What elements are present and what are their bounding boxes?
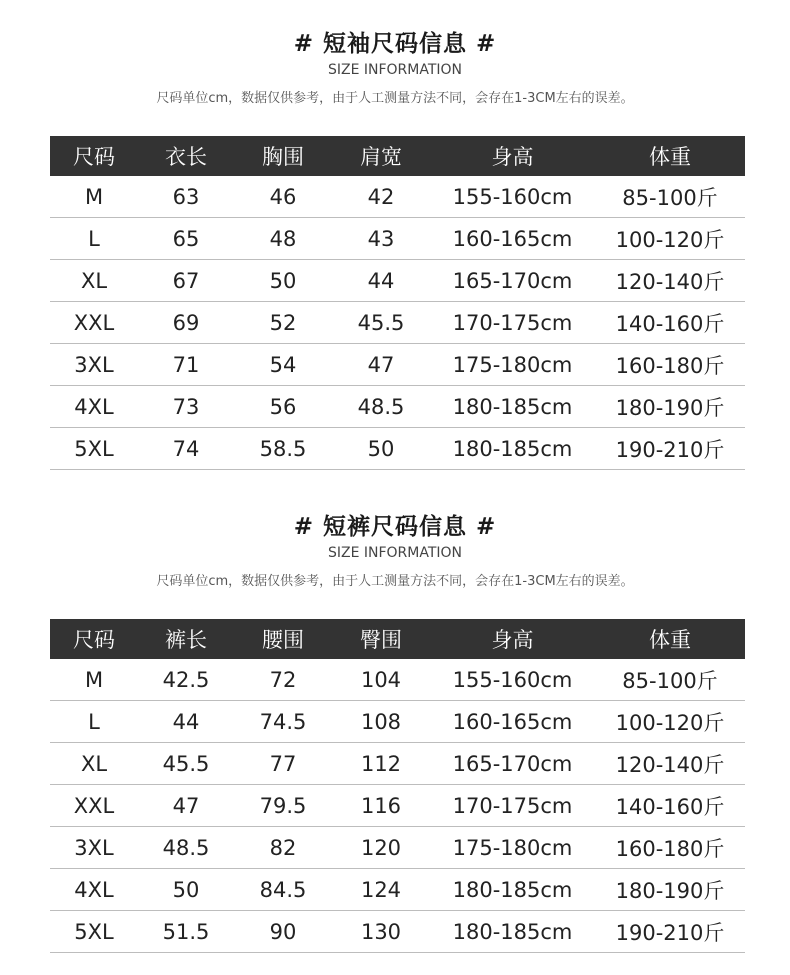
table-row bbox=[50, 911, 745, 953]
table-row bbox=[50, 386, 745, 428]
table-cell: XXL bbox=[50, 785, 138, 827]
table-cell: L bbox=[50, 701, 138, 743]
table-cell: 48.5 bbox=[332, 386, 430, 428]
table-cell: 165-170cm bbox=[430, 260, 595, 302]
table-cell: 45.5 bbox=[332, 302, 430, 344]
table-row bbox=[50, 260, 745, 302]
table-cell: 155-160cm bbox=[430, 176, 595, 218]
column-header: 胸围 bbox=[262, 145, 304, 169]
table-cell: 104 bbox=[332, 659, 430, 701]
table-row bbox=[50, 743, 745, 785]
table-cell: 160-180斤 bbox=[595, 344, 745, 386]
table-cell: 190-210斤 bbox=[595, 911, 745, 953]
table-cell: 56 bbox=[234, 386, 332, 428]
column-header: 衣长 bbox=[165, 145, 207, 169]
table-cell: XL bbox=[50, 260, 138, 302]
column-header: 肩宽 bbox=[360, 145, 402, 169]
table-row bbox=[50, 302, 745, 344]
table-cell: 58.5 bbox=[234, 428, 332, 470]
column-header: 身高 bbox=[491, 628, 534, 652]
table-cell: 4XL bbox=[50, 386, 138, 428]
table-cell: 79.5 bbox=[234, 785, 332, 827]
table-cell: 85-100斤 bbox=[595, 176, 745, 218]
table-row bbox=[50, 785, 745, 827]
table-cell: 43 bbox=[332, 218, 430, 260]
table-cell: 74.5 bbox=[234, 701, 332, 743]
table-cell: 180-185cm bbox=[430, 911, 595, 953]
column-header: 臀围 bbox=[360, 628, 402, 652]
table-cell: 140-160斤 bbox=[595, 785, 745, 827]
table-cell: 180-185cm bbox=[430, 869, 595, 911]
table-row bbox=[50, 344, 745, 386]
table-cell: 51.5 bbox=[138, 911, 234, 953]
table-header-row bbox=[50, 136, 745, 176]
table-row bbox=[50, 176, 745, 218]
table-cell: 3XL bbox=[50, 344, 138, 386]
table-cell: 71 bbox=[138, 344, 234, 386]
shirt-size-section bbox=[0, 29, 790, 474]
table-cell: 4XL bbox=[50, 869, 138, 911]
table-cell: 42 bbox=[332, 176, 430, 218]
shorts-section-subtitle: SIZE INFORMATION bbox=[327, 545, 463, 561]
table-cell: 130 bbox=[332, 911, 430, 953]
table-cell: 47 bbox=[332, 344, 430, 386]
column-header: 尺码 bbox=[73, 145, 115, 169]
table-cell: 108 bbox=[332, 701, 430, 743]
table-cell: 48 bbox=[234, 218, 332, 260]
column-header: 裤长 bbox=[165, 628, 207, 652]
shorts-size-table bbox=[50, 619, 745, 953]
column-header: 体重 bbox=[649, 145, 691, 169]
table-header-row bbox=[50, 619, 745, 659]
table-cell: 42.5 bbox=[138, 659, 234, 701]
table-cell: 50 bbox=[138, 869, 234, 911]
table-cell: 69 bbox=[138, 302, 234, 344]
column-header: 身高 bbox=[491, 145, 534, 169]
table-cell: 74 bbox=[138, 428, 234, 470]
shirt-section-note: 尺码单位cm，数据仅供参考，由于人工测量方法不同，会存在1-3CM左右的误差。 bbox=[156, 91, 634, 106]
table-cell: 3XL bbox=[50, 827, 138, 869]
table-cell: XXL bbox=[50, 302, 138, 344]
table-row bbox=[50, 701, 745, 743]
table-cell: 170-175cm bbox=[430, 785, 595, 827]
table-cell: 82 bbox=[234, 827, 332, 869]
shirt-size-table bbox=[50, 136, 745, 470]
table-cell: 120-140斤 bbox=[595, 743, 745, 785]
table-cell: 120-140斤 bbox=[595, 260, 745, 302]
shirt-section-subtitle: SIZE INFORMATION bbox=[327, 62, 463, 78]
table-cell: 48.5 bbox=[138, 827, 234, 869]
table-cell: 44 bbox=[332, 260, 430, 302]
table-cell: 100-120斤 bbox=[595, 218, 745, 260]
shorts-size-section bbox=[0, 512, 790, 957]
table-cell: 180-185cm bbox=[430, 386, 595, 428]
table-cell: 72 bbox=[234, 659, 332, 701]
table-cell: 175-180cm bbox=[430, 827, 595, 869]
table-cell: 54 bbox=[234, 344, 332, 386]
table-cell: 52 bbox=[234, 302, 332, 344]
table-cell: XL bbox=[50, 743, 138, 785]
table-cell: M bbox=[50, 176, 138, 218]
table-cell: M bbox=[50, 659, 138, 701]
table-cell: 175-180cm bbox=[430, 344, 595, 386]
table-cell: L bbox=[50, 218, 138, 260]
table-cell: 47 bbox=[138, 785, 234, 827]
table-cell: 100-120斤 bbox=[595, 701, 745, 743]
table-cell: 190-210斤 bbox=[595, 428, 745, 470]
table-cell: 90 bbox=[234, 911, 332, 953]
table-cell: 50 bbox=[332, 428, 430, 470]
table-cell: 180-185cm bbox=[430, 428, 595, 470]
table-row bbox=[50, 869, 745, 911]
table-cell: 116 bbox=[332, 785, 430, 827]
table-cell: 124 bbox=[332, 869, 430, 911]
column-header: 尺码 bbox=[73, 628, 115, 652]
table-cell: 44 bbox=[138, 701, 234, 743]
table-cell: 67 bbox=[138, 260, 234, 302]
table-row bbox=[50, 218, 745, 260]
table-cell: 63 bbox=[138, 176, 234, 218]
table-row bbox=[50, 428, 745, 470]
table-cell: 50 bbox=[234, 260, 332, 302]
table-cell: 45.5 bbox=[138, 743, 234, 785]
table-cell: 165-170cm bbox=[430, 743, 595, 785]
column-header: 腰围 bbox=[262, 628, 304, 652]
table-cell: 140-160斤 bbox=[595, 302, 745, 344]
table-cell: 5XL bbox=[50, 911, 138, 953]
table-cell: 85-100斤 bbox=[595, 659, 745, 701]
table-row bbox=[50, 827, 745, 869]
table-cell: 160-180斤 bbox=[595, 827, 745, 869]
table-cell: 180-190斤 bbox=[595, 386, 745, 428]
table-cell: 120 bbox=[332, 827, 430, 869]
table-cell: 5XL bbox=[50, 428, 138, 470]
table-cell: 155-160cm bbox=[430, 659, 595, 701]
table-cell: 46 bbox=[234, 176, 332, 218]
table-row bbox=[50, 659, 745, 701]
table-cell: 73 bbox=[138, 386, 234, 428]
shorts-section-title: # 短裤尺码信息 # bbox=[293, 514, 497, 540]
table-cell: 170-175cm bbox=[430, 302, 595, 344]
shorts-section-note: 尺码单位cm，数据仅供参考，由于人工测量方法不同，会存在1-3CM左右的误差。 bbox=[156, 574, 634, 589]
table-cell: 65 bbox=[138, 218, 234, 260]
column-header: 体重 bbox=[649, 628, 691, 652]
table-cell: 112 bbox=[332, 743, 430, 785]
table-cell: 160-165cm bbox=[430, 218, 595, 260]
shirt-section-title: # 短袖尺码信息 # bbox=[293, 31, 497, 57]
table-cell: 77 bbox=[234, 743, 332, 785]
table-cell: 160-165cm bbox=[430, 701, 595, 743]
table-cell: 84.5 bbox=[234, 869, 332, 911]
table-cell: 180-190斤 bbox=[595, 869, 745, 911]
